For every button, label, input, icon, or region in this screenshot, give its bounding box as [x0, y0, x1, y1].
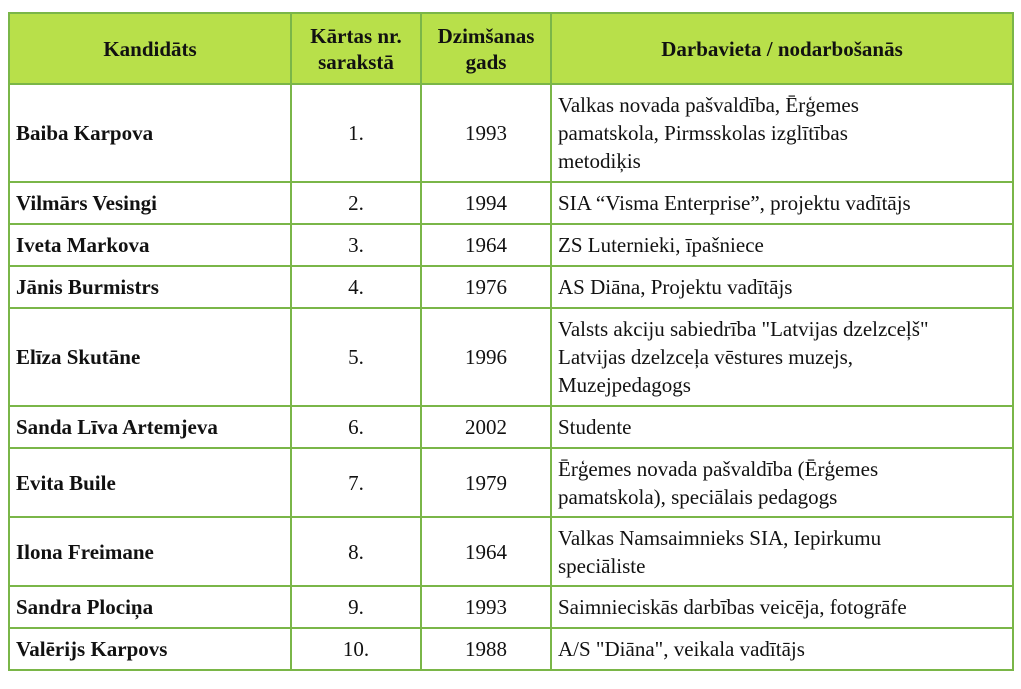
list-number: 8.: [292, 518, 422, 587]
header-birth-year-line1: Dzimšanas: [437, 23, 535, 48]
workplace-line: Saimnieciskās darbības veicēja, fotogrāfe: [558, 595, 907, 619]
workplace-line: Studente: [558, 415, 632, 439]
list-number: 4.: [292, 267, 422, 309]
candidate-name: Sanda Līva Artemjeva: [10, 407, 292, 449]
candidate-name: Evita Buile: [10, 449, 292, 518]
header-workplace: Darbavieta / nodarbošanās: [552, 14, 1014, 85]
candidate-name: Sandra Plociņa: [10, 587, 292, 629]
list-number: 7.: [292, 449, 422, 518]
birth-year: 1976: [422, 267, 552, 309]
workplace: [552, 309, 1014, 407]
candidate-table: [8, 12, 1014, 671]
table-row: [10, 407, 1014, 449]
candidate-name: Vilmārs Vesingi: [10, 183, 292, 225]
birth-year: 2002: [422, 407, 552, 449]
workplace-line: Valkas Namsaimnieks SIA, Iepirkumu: [558, 525, 882, 550]
birth-year: 1993: [422, 587, 552, 629]
workplace-line: SIA “Visma Enterprise”, projektu vadītājs: [558, 191, 911, 215]
workplace-line: Ērģemes novada pašvaldība (Ērģemes: [558, 456, 879, 481]
header-list-number-line1: Kārtas nr.: [310, 23, 402, 48]
workplace-line: Valkas novada pašvaldība, Ērģemes: [558, 93, 859, 117]
list-number: 10.: [292, 629, 422, 671]
candidate-table-container: [8, 12, 1014, 671]
birth-year: 1996: [422, 309, 552, 407]
candidate-name: Ilona Freimane: [10, 518, 292, 587]
workplace-line: A/S "Diāna", veikala vadītājs: [558, 637, 805, 661]
list-number: 5.: [292, 309, 422, 407]
table-row: [10, 587, 1014, 629]
candidate-name: Iveta Markova: [10, 225, 292, 267]
list-number: 2.: [292, 183, 422, 225]
candidate-name: Elīza Skutāne: [10, 309, 292, 407]
workplace: [552, 267, 1014, 309]
header-birth-year-line2: gads: [465, 49, 507, 74]
birth-year: 1964: [422, 225, 552, 267]
workplace-line: speciāliste: [558, 553, 646, 578]
table-row: [10, 518, 1014, 587]
workplace-line: metodiķis: [558, 149, 641, 173]
table-header-row: [10, 14, 1014, 85]
candidate-name: Jānis Burmistrs: [10, 267, 292, 309]
table-row: [10, 309, 1014, 407]
header-candidate: Kandidāts: [10, 14, 292, 85]
workplace: [552, 225, 1014, 267]
header-list-number-line2: sarakstā: [318, 49, 394, 74]
workplace-line: pamatskola, Pirmsskolas izglītības: [558, 121, 848, 145]
workplace: [552, 183, 1014, 225]
table-row: [10, 85, 1014, 183]
list-number: 6.: [292, 407, 422, 449]
header-list-number: [292, 14, 422, 85]
list-number: 3.: [292, 225, 422, 267]
birth-year: 1979: [422, 449, 552, 518]
candidate-name: Baiba Karpova: [10, 85, 292, 183]
workplace: [552, 449, 1014, 518]
candidate-name: Valērijs Karpovs: [10, 629, 292, 671]
workplace-line: Muzejpedagogs: [558, 373, 691, 397]
birth-year: 1994: [422, 183, 552, 225]
workplace: [552, 85, 1014, 183]
workplace-line: ZS Luternieki, īpašniece: [558, 233, 764, 257]
workplace-line: Latvijas dzelzceļa vēstures muzejs,: [558, 345, 854, 369]
birth-year: 1993: [422, 85, 552, 183]
birth-year: 1988: [422, 629, 552, 671]
workplace-line: pamatskola), speciālais pedagogs: [558, 484, 838, 509]
header-birth-year: [422, 14, 552, 85]
workplace: [552, 407, 1014, 449]
workplace-line: AS Diāna, Projektu vadītājs: [558, 275, 793, 299]
table-row: [10, 225, 1014, 267]
workplace-line: Valsts akciju sabiedrība "Latvijas dzelzceļš": [558, 317, 929, 341]
list-number: 9.: [292, 587, 422, 629]
table-row: [10, 629, 1014, 671]
workplace: [552, 518, 1014, 587]
list-number: 1.: [292, 85, 422, 183]
birth-year: 1964: [422, 518, 552, 587]
workplace: [552, 629, 1014, 671]
table-row: [10, 267, 1014, 309]
table-row: [10, 183, 1014, 225]
table-row: [10, 449, 1014, 518]
workplace: [552, 587, 1014, 629]
